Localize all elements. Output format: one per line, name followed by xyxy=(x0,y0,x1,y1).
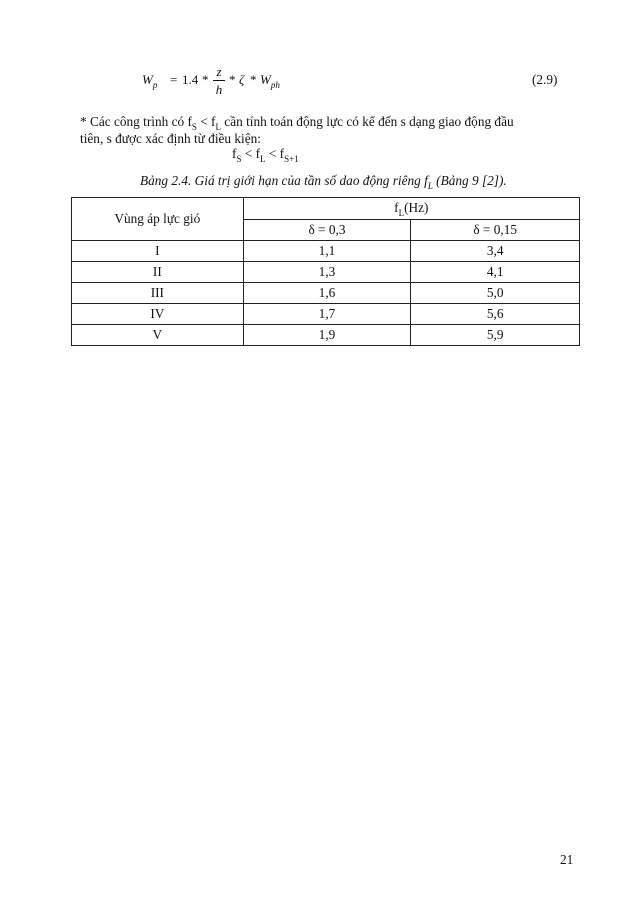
zone-cell: V xyxy=(72,325,244,346)
table-row xyxy=(72,304,580,325)
zone-cell: III xyxy=(72,283,244,304)
value-cell: 1,3 xyxy=(243,262,411,283)
formula-mult-3: * xyxy=(250,72,257,87)
zone-cell: I xyxy=(72,241,244,262)
delta-header-2: δ = 0,15 xyxy=(411,220,580,241)
condition-inequality: $f_S < f_L < f_{S+1}$ xyxy=(232,146,299,164)
value-cell: 1,6 xyxy=(243,283,411,304)
formula-lhs: $W_p$ xyxy=(142,72,158,90)
fl-header: $f_L(Hz)$ xyxy=(243,198,579,220)
fraction-numerator: z xyxy=(216,64,222,79)
table-row xyxy=(72,262,580,283)
formula-zeta: ζ xyxy=(239,72,245,87)
table-row xyxy=(72,241,580,262)
value-cell: 5,6 xyxy=(411,304,580,325)
delta-header-1: δ = 0,3 xyxy=(243,220,411,241)
value-cell: 5,9 xyxy=(411,325,580,346)
formula-fraction xyxy=(212,64,226,98)
value-cell: 1,7 xyxy=(243,304,411,325)
formula-mult-2: * xyxy=(229,72,236,87)
table-row xyxy=(72,325,580,346)
table-caption: Bảng 2.4. Giá trị giới hạn của tần số dao động riêng $f_L$ (Bảng 9 [2]). xyxy=(140,173,507,191)
formula-coefficient: 1.4 xyxy=(182,72,199,87)
formula-rhs: $W_{ph}$ xyxy=(260,72,280,90)
formula-equals: = xyxy=(170,72,178,87)
page-number: 21 xyxy=(560,852,574,867)
table-row xyxy=(72,283,580,304)
paragraph-line-1: * Các công trình có $f_S < f_L$ cần tính toán động lực có kể đến s dạng giao động đầu xyxy=(80,114,514,132)
value-cell: 1,1 xyxy=(243,241,411,262)
equation-number: (2.9) xyxy=(532,72,558,87)
value-cell: 1,9 xyxy=(243,325,411,346)
paragraph-line-2: tiên, s được xác định từ điều kiện: xyxy=(80,131,261,146)
zone-cell: II xyxy=(72,262,244,283)
table-header-row xyxy=(72,198,580,220)
formula-mult-1: * xyxy=(202,72,209,87)
formula-2-9 xyxy=(142,62,342,110)
zone-column-header: Vùng áp lực gió xyxy=(72,198,244,241)
zone-cell: IV xyxy=(72,304,244,325)
fraction-bar xyxy=(213,80,225,81)
frequency-limit-table xyxy=(71,197,580,346)
fraction-denominator: h xyxy=(215,82,223,97)
value-cell: 5,0 xyxy=(411,283,580,304)
value-cell: 4,1 xyxy=(411,262,580,283)
value-cell: 3,4 xyxy=(411,241,580,262)
